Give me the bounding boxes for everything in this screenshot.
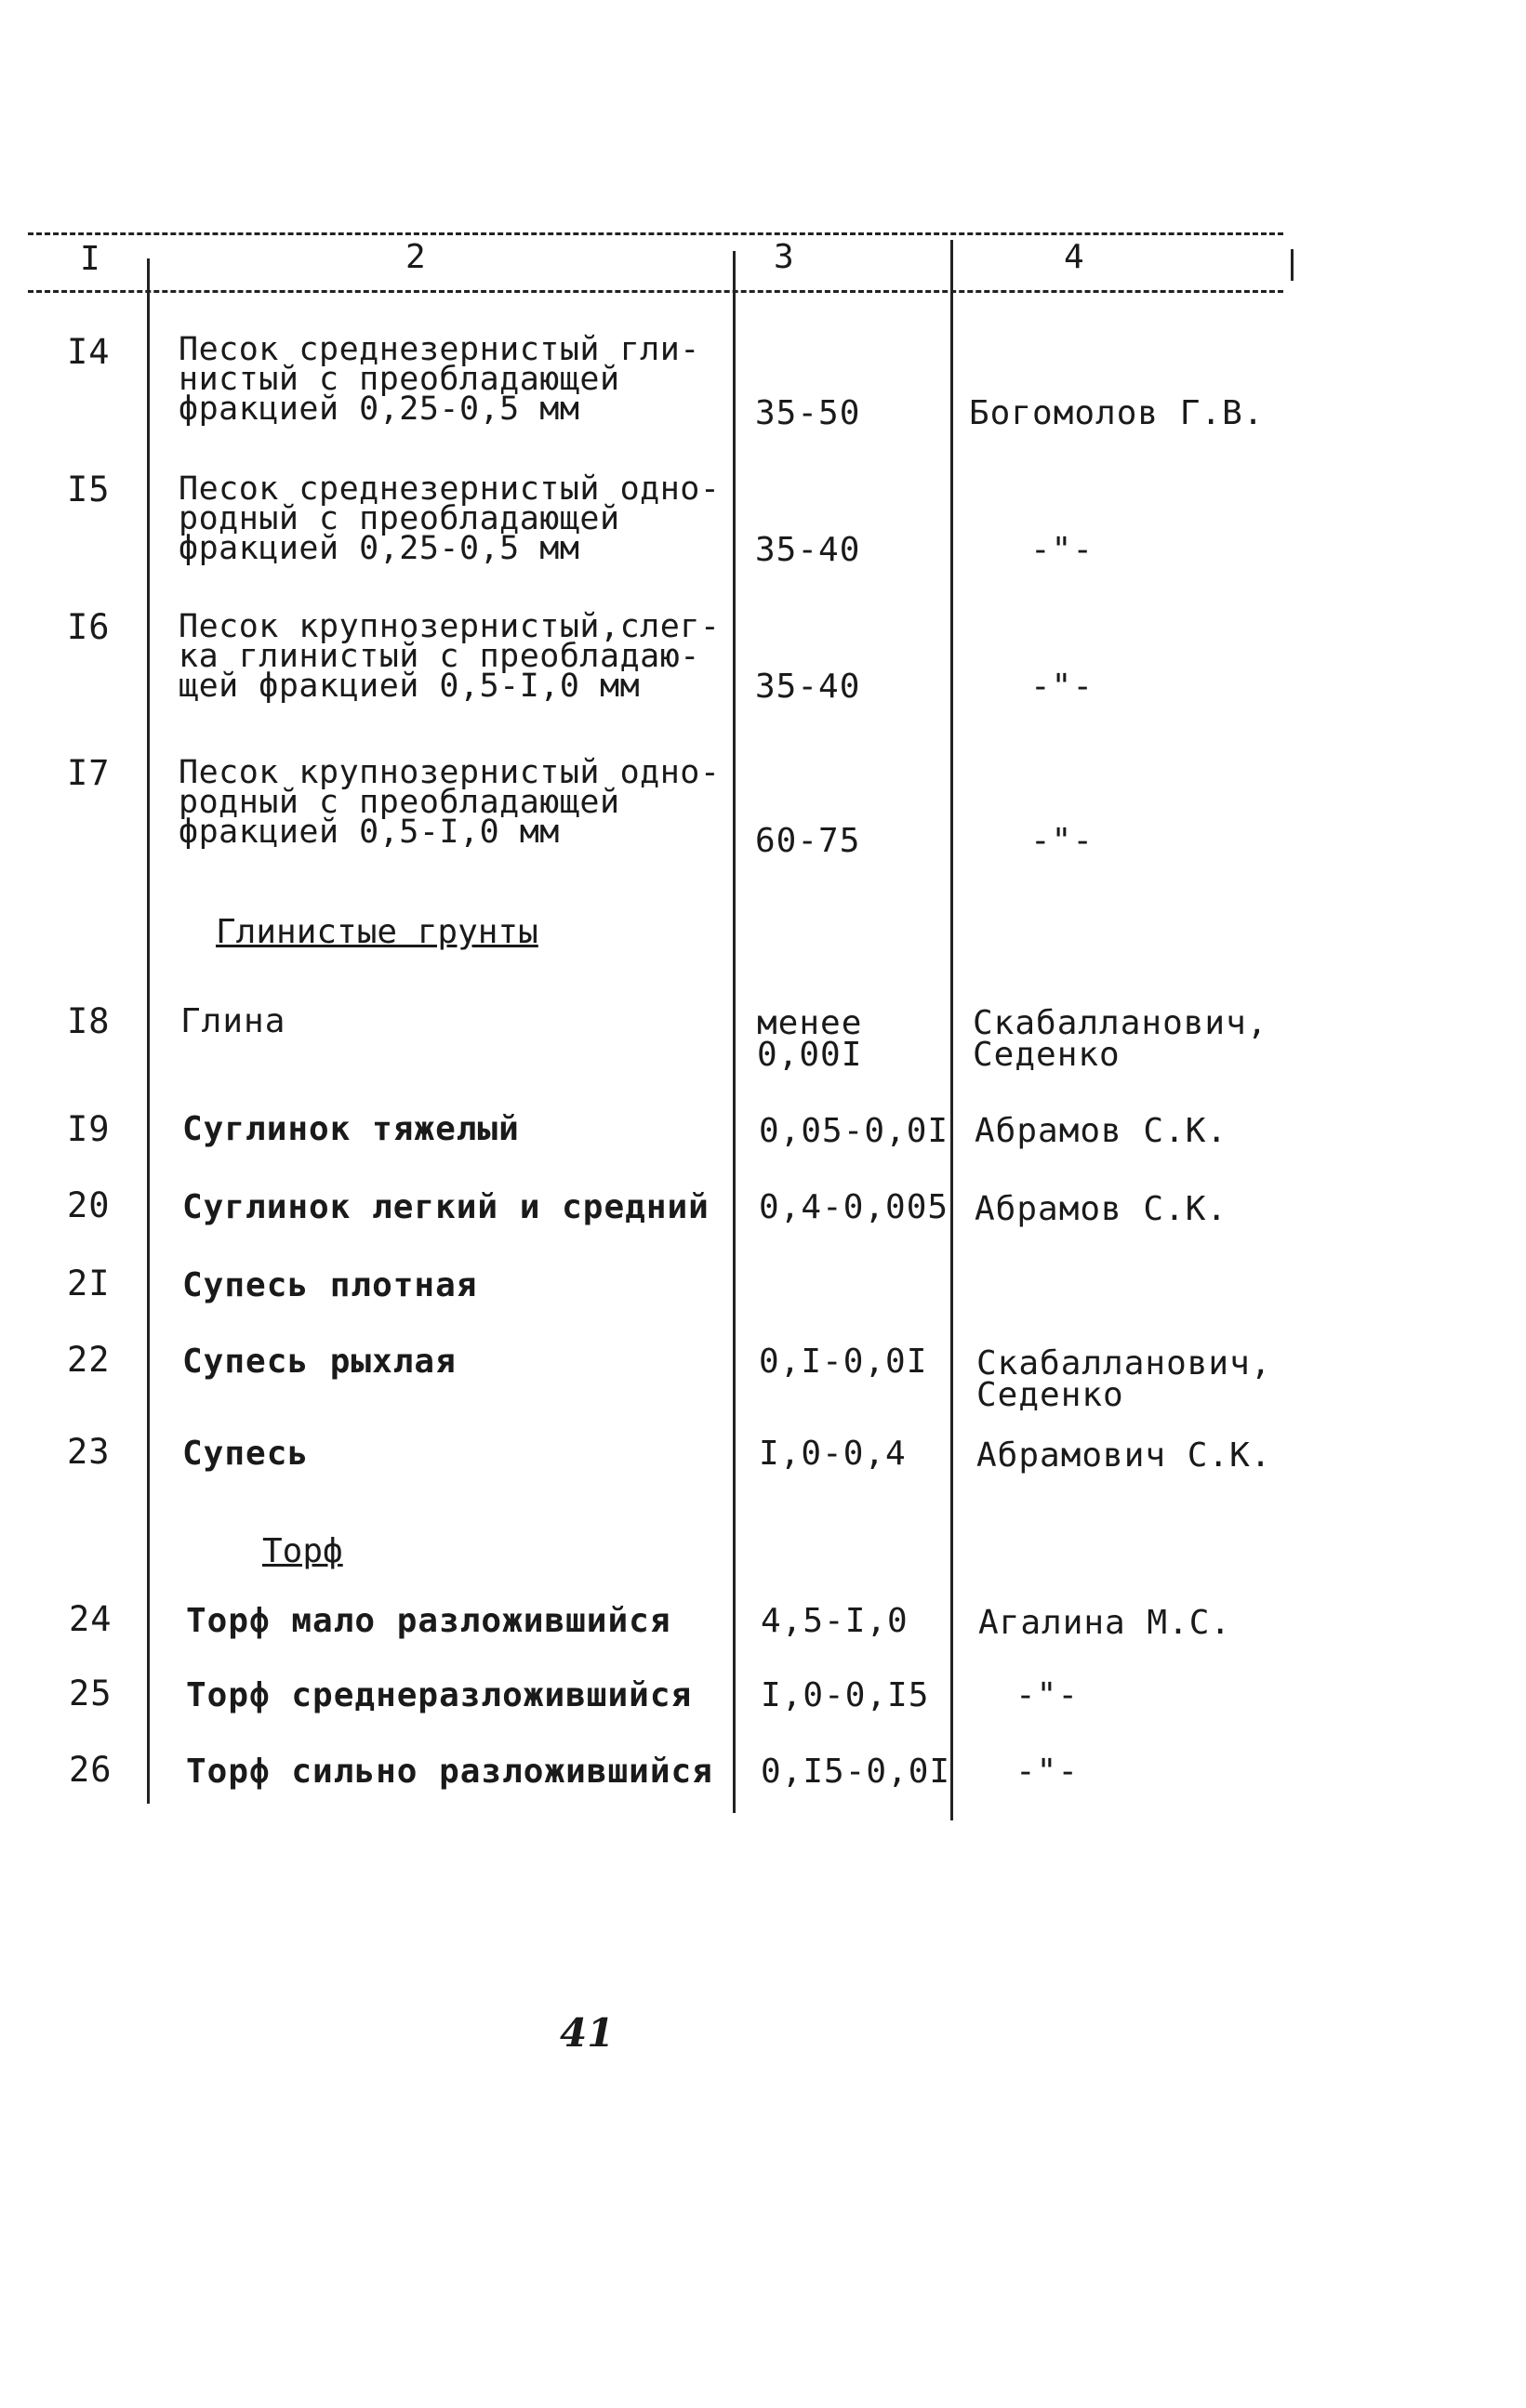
row-description: Супесь рыхлая [182, 1343, 457, 1381]
row-author: -"- [1030, 531, 1095, 569]
row-author: Скабалланович, Седенко [973, 1004, 1268, 1074]
row-author: -"- [1030, 822, 1095, 860]
row-description: Суглинок тяжелый [182, 1110, 520, 1148]
row-value: I,0-0,4 [759, 1435, 907, 1473]
row-number: 23 [67, 1432, 111, 1472]
column-divider-3 [950, 240, 953, 1820]
section-heading-peat: Торф [262, 1532, 343, 1570]
row-value: 35-50 [755, 394, 861, 432]
row-description: Торф среднеразложившийся [186, 1676, 693, 1714]
row-author: Богомолов Г.В. [969, 394, 1265, 432]
row-value: 35-40 [755, 668, 861, 706]
header-col-1: I [80, 240, 101, 278]
section-heading-clay: Глинистые грунты [216, 913, 538, 951]
row-author: -"- [1015, 1676, 1080, 1714]
row-description: Торф мало разложившийся [186, 1602, 671, 1640]
row-author: Абрамович С.К. [976, 1436, 1272, 1475]
row-description: Суглинок легкий и средний [182, 1188, 710, 1226]
row-value: 0,I-0,0I [759, 1343, 928, 1381]
row-description: Песок крупнозернистый одно- родный с преобладающей фракцией 0,5-I,0 мм [179, 754, 721, 851]
row-number: 24 [69, 1599, 113, 1639]
row-value: 0,I5-0,0I [761, 1753, 951, 1791]
row-number: I4 [67, 332, 111, 372]
row-description: Торф сильно разложившийся [186, 1753, 713, 1791]
row-number: 22 [67, 1340, 111, 1380]
row-value: 0,05-0,0I [759, 1112, 949, 1150]
row-description: Песок среднезернистый одно- родный с преобладающей фракцией 0,25-0,5 мм [179, 470, 721, 567]
row-author: -"- [1030, 668, 1095, 706]
row-author: Скабалланович, Седенко [976, 1344, 1272, 1414]
row-number: 25 [69, 1674, 113, 1713]
row-author: Абрамов С.К. [975, 1112, 1228, 1150]
row-value: 0,4-0,005 [759, 1188, 949, 1226]
row-number: 20 [67, 1185, 111, 1225]
header-bottom-rule [28, 290, 1283, 293]
row-number: I8 [67, 1001, 111, 1041]
column-divider-right [1291, 249, 1294, 281]
row-value: I,0-0,I5 [761, 1676, 930, 1714]
row-number: I7 [67, 753, 111, 793]
row-author: -"- [1015, 1753, 1080, 1791]
header-col-3: 3 [774, 238, 795, 276]
row-value: менее 0,00I [757, 1004, 863, 1074]
row-author: Абрамов С.К. [975, 1190, 1228, 1228]
row-description: Песок крупнозернистый,слег- ка глинистый с преобладаю- щей фракцией 0,5-I,0 мм [179, 608, 721, 705]
row-number: 26 [69, 1750, 113, 1790]
column-divider-1 [147, 258, 150, 1804]
row-value: 4,5-I,0 [761, 1602, 909, 1640]
row-value: 35-40 [755, 531, 861, 569]
header-col-2: 2 [405, 238, 427, 276]
header-col-4: 4 [1064, 238, 1085, 276]
row-author: Агалина М.С. [978, 1604, 1232, 1642]
row-description: Песок среднезернистый гли- нистый с преобладающей фракцией 0,25-0,5 мм [179, 331, 700, 428]
header-top-rule [28, 232, 1283, 235]
row-number: I5 [67, 470, 111, 509]
row-number: I9 [67, 1109, 111, 1149]
row-number: 2I [67, 1264, 111, 1303]
row-description: Глина [180, 1002, 286, 1040]
row-number: I6 [67, 607, 111, 647]
row-value: 60-75 [755, 822, 861, 860]
row-description: Супесь плотная [182, 1266, 478, 1304]
row-description: Супесь [182, 1435, 310, 1473]
column-divider-2 [733, 251, 736, 1813]
page-number: 41 [560, 2010, 615, 2056]
